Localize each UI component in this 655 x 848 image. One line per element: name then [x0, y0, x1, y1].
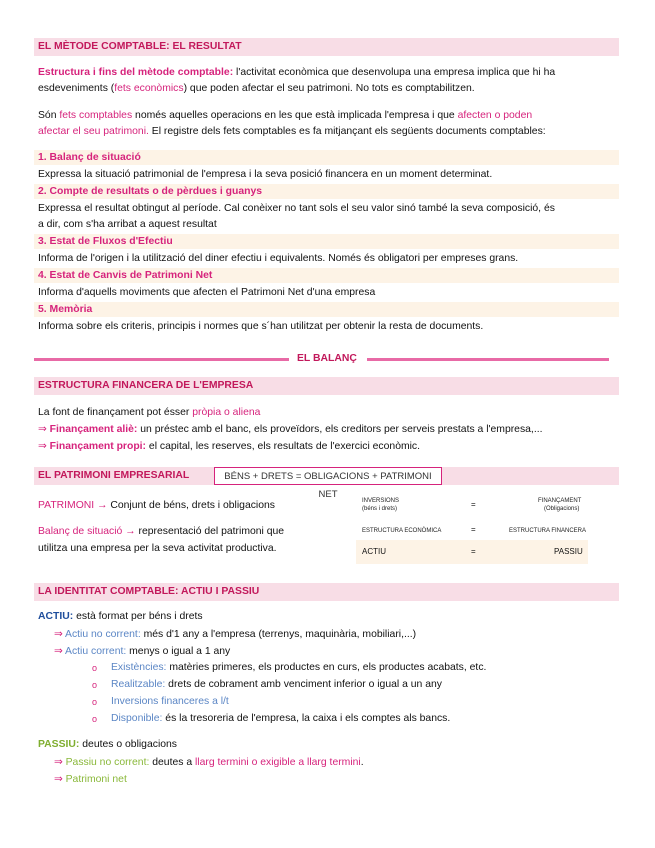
sub-realitzable — [111, 679, 442, 690]
sub-disponible — [111, 713, 450, 724]
highlight-afectar: afectar el seu patrimoni. — [38, 126, 149, 137]
text-font-financament — [38, 407, 260, 418]
table-estructura-economica: ESTRUCTURA ECONÒMICA — [362, 528, 442, 534]
text-patrimoni: ) que poden afectar el seu patrimoni. No tots es comptabilitzen. — [183, 83, 475, 94]
table-eq-3: = — [471, 547, 476, 556]
def-patrimoni — [38, 500, 275, 511]
text-son: Són — [38, 110, 60, 121]
table-inversions: INVERSIONS — [362, 498, 400, 504]
highlight-afecten: afecten o poden — [457, 110, 533, 121]
def-actiu — [38, 611, 203, 622]
text-patrimoni-def: Conjunt de béns, drets i obligacions — [107, 500, 275, 511]
table-eq-2: = — [471, 525, 476, 534]
text-existencies: matèries primeres, els productes en curs, els productes acabats, etc. — [166, 662, 487, 673]
def-balanc — [38, 526, 284, 537]
doc-desc-4: Informa d'aquells moviments que afecten el Patrimoni Net d'una empresa — [38, 287, 376, 298]
doc-title-2: 2. Compte de resultats o de pèrdues i guanys — [38, 186, 263, 197]
bullet-icon: o — [92, 697, 98, 707]
text-registre: El registre dels fets comptables es fa mitjançant els següents documents comptables: — [148, 126, 546, 137]
paragraph-estructura — [38, 67, 555, 78]
divider-title-balanc: EL BALANÇ — [297, 353, 357, 364]
actiu-corrent — [54, 645, 230, 657]
label-realitzable: Realitzable: — [111, 679, 166, 690]
text-intro: La font de finançament pot ésser — [38, 407, 193, 418]
label-financament-propi: Finançament propi: — [49, 441, 147, 452]
doc-title-1: 1. Balanç de situació — [38, 152, 141, 163]
doc-desc-2: Expressa el resultat obtingut al període. Cal conèixer no tant sols el seu valor sinó també la seva composició, és — [38, 203, 555, 214]
sub-existencies — [111, 662, 486, 673]
table-passiu: PASSIU — [554, 547, 583, 556]
doc-title-3: 3. Estat de Fluxos d'Efectiu — [38, 236, 173, 247]
doc-desc-2b: a dir, com s'ha arribat a aquest resultat — [38, 219, 217, 230]
text-operacions: només aquelles operacions en les que està implicada l'empresa i que — [132, 110, 458, 121]
label-existencies: Existències: — [111, 662, 167, 673]
section-title-identitat: LA IDENTITAT COMPTABLE: ACTIU I PASSIU — [38, 586, 260, 597]
table-estructura-financera: ESTRUCTURA FINANCERA — [509, 528, 587, 534]
item-band-5 — [34, 302, 619, 317]
label-patrimoni-net: Patrimoni net — [65, 774, 127, 785]
text-financament-propi: el capital, les reserves, els resultats de l'exercici econòmic. — [146, 441, 421, 452]
highlight-fets-economics: fets econòmics — [114, 83, 184, 94]
text-actiu-no-corrent: més d'1 any a l'empresa (terrenys, maquinària, mobiliari,...) — [140, 629, 417, 640]
highlight-llarg-termini: llarg termini o exigible a llarg termini — [195, 757, 361, 768]
divider-line-right — [367, 358, 609, 361]
doc-title-4: 4. Estat de Canvis de Patrimoni Net — [38, 270, 213, 281]
label-actiu-no-corrent: Actiu no corrent: — [65, 629, 141, 640]
passiu-no-corrent — [54, 756, 364, 768]
table-eq-1: = — [471, 500, 476, 509]
text-period: . — [360, 757, 364, 768]
bullet-icon: o — [92, 663, 98, 673]
arrow-icon: ⇒ — [54, 629, 63, 640]
actiu-no-corrent — [54, 628, 416, 640]
right-arrow-icon: → — [97, 500, 108, 511]
section-title-patrimoni: EL PATRIMONI EMPRESARIAL — [38, 470, 190, 481]
arrow-icon: ⇒ — [38, 424, 47, 435]
doc-desc-3: Informa de l'origen i la utilització del diner efectiu i equivalents. Només és obligatori per empreses grans. — [38, 253, 519, 264]
highlight-propia-aliena: pròpia o aliena — [192, 407, 261, 418]
label-actiu-corrent: Actiu corrent: — [65, 646, 127, 657]
arrow-icon: ⇒ — [38, 441, 47, 452]
label-inversions: Inversions financeres a l/t — [111, 696, 229, 707]
def-balanc-line2: utilitza una empresa per la seva activitat productiva. — [38, 543, 277, 554]
text-passiu-no-corrent: deutes a — [149, 757, 195, 768]
bullet-icon: o — [92, 680, 98, 690]
paragraph-fets-comptables-line2 — [38, 126, 546, 137]
bullet-financament-propi — [38, 440, 420, 452]
right-arrow-icon: → — [125, 526, 136, 537]
label-disponible: Disponible: — [111, 713, 163, 724]
divider-line-left — [34, 358, 289, 361]
text-actiu: està format per béns i drets — [73, 611, 203, 622]
text-actiu-corrent: menys o igual a 1 any — [126, 646, 231, 657]
text-disponible: és la tresoreria de l'empresa, la caixa i els comptes als bancs. — [162, 713, 451, 724]
def-passiu — [38, 739, 177, 750]
patrimoni-net — [54, 773, 127, 785]
section-title-metode: EL MÈTODE COMPTABLE: EL RESULTAT — [38, 41, 242, 52]
table-inversions-sub: (béns i drets) — [362, 506, 398, 512]
label-passiu-no-corrent: Passiu no corrent: — [65, 757, 150, 768]
arrow-icon: ⇒ — [54, 774, 63, 785]
label-passiu: PASSIU: — [38, 739, 80, 750]
table-financament-sub: (Obligacions) — [544, 506, 580, 512]
label-financament-alie: Finançament aliè: — [49, 424, 138, 435]
doc-desc-1: Expressa la situació patrimonial de l'empresa i la seva posició financera en un moment determinat. — [38, 169, 493, 180]
text-esdeveniments: esdeveniments ( — [38, 83, 115, 94]
text-financament-alie: un préstec amb el banc, els proveïdors, els creditors per serveis prestats a l'empresa,... — [137, 424, 543, 435]
section-title-estructura: ESTRUCTURA FINANCERA DE L'EMPRESA — [38, 380, 254, 391]
label-balanc: Balanç de situació — [38, 526, 123, 537]
text-realitzable: drets de cobrament amb venciment inferior o igual a un any — [165, 679, 442, 690]
paragraph-fets-comptables — [38, 110, 532, 121]
arrow-icon: ⇒ — [54, 757, 63, 768]
table-actiu: ACTIU — [362, 547, 386, 556]
sub-inversions — [111, 696, 229, 707]
arrow-icon: ⇒ — [54, 646, 63, 657]
label-estructura: Estructura i fins del mètode comptable: — [38, 67, 234, 78]
doc-title-5: 5. Memòria — [38, 304, 93, 315]
equation-box: BÉNS + DRETS = OBLIGACIONS + PATRIMONI NET — [214, 467, 442, 485]
text-balanc-def: representació del patrimoni que — [135, 526, 285, 537]
text-estructura: l'activitat econòmica que desenvolupa una empresa implica que hi ha — [233, 67, 556, 78]
label-actiu: ACTIU: — [38, 611, 74, 622]
doc-desc-5: Informa sobre els criteris, principis i normes que s´han utilitzat per obtenir la resta de documents. — [38, 321, 484, 332]
label-patrimoni: PATRIMONI — [38, 500, 95, 511]
bullet-financament-alie — [38, 423, 542, 435]
table-financament: FINANÇAMENT — [538, 498, 582, 504]
paragraph-estructura-line2 — [38, 83, 475, 94]
bullet-icon: o — [92, 714, 98, 724]
highlight-fets-comptables: fets comptables — [59, 110, 133, 121]
text-passiu: deutes o obligacions — [79, 739, 178, 750]
